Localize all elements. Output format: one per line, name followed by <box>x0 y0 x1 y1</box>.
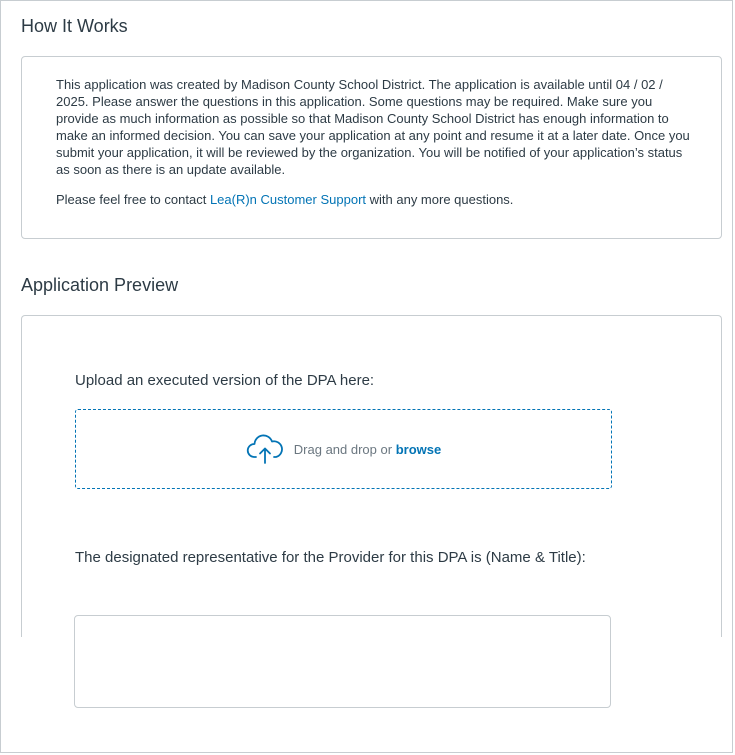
how-it-works-title: How It Works <box>21 16 128 36</box>
representative-input[interactable] <box>74 615 611 708</box>
contact-prefix: Please feel free to contact <box>56 192 210 207</box>
browse-link[interactable]: browse <box>395 441 442 457</box>
how-it-works-description: This application was created by Madison County School District. The application is available until 04 / 02 / 2025. Please answer the questions in this application. Some questions may be required. Make sure you provide as much information as possible so that Madison County School District has enough information to make an informed decision. You can save your application at any point and resume it at a later date. Once you submit your application, it will be reviewed by the organization. You will be notified of your application’s status as soon as there is an update available. <box>56 77 690 177</box>
upload-question-label: Upload an executed version of the DPA here: <box>75 372 375 389</box>
how-it-works-panel <box>21 56 722 239</box>
contact-suffix: with any more questions. <box>366 192 514 207</box>
application-preview-panel <box>21 315 722 637</box>
dropzone-prompt: Drag and drop or <box>293 441 396 457</box>
file-dropzone[interactable] <box>75 409 612 489</box>
contact-line <box>56 191 696 208</box>
representative-question-label: The designated representative for the Provider for this DPA is (Name & Title): <box>75 549 586 566</box>
cloud-upload-icon <box>246 433 284 465</box>
customer-support-link[interactable]: Lea(R)n Customer Support <box>209 192 367 207</box>
application-preview-title: Application Preview <box>21 275 179 295</box>
dropzone-text <box>294 442 441 457</box>
